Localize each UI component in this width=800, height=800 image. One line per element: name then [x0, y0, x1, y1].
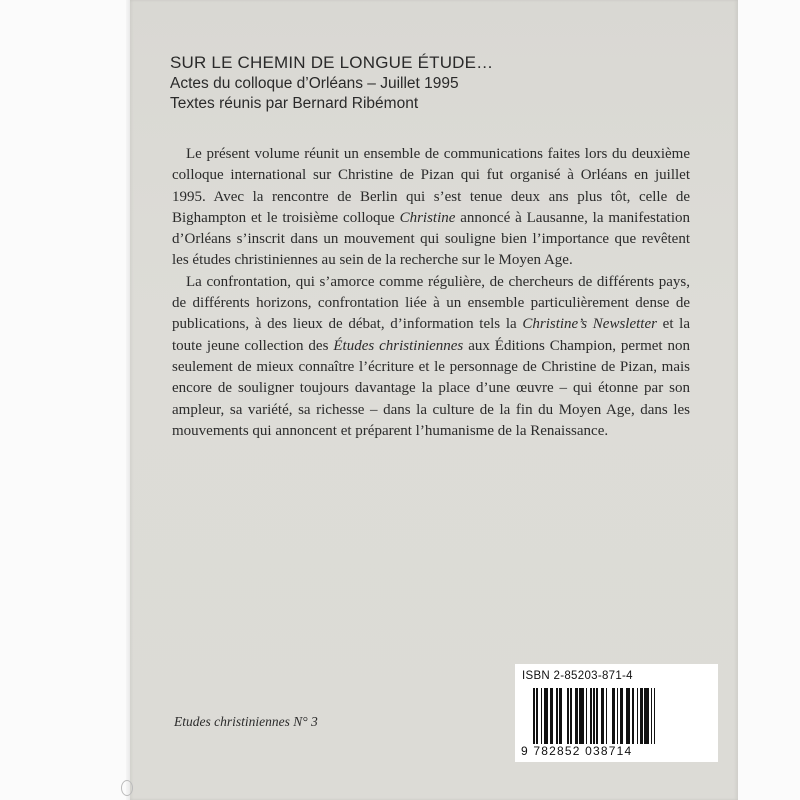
cover-header	[170, 52, 690, 114]
editor-credit: Textes réunis par Bernard Ribémont	[170, 95, 419, 112]
p2-text-a: La confrontation, qui s’amorce comme régulière, de chercheurs de différents pays, de différents horizons, confrontation liée à un ensemble particulièrement dense de publications, à des lieux de débat, d’information tels la	[172, 273, 690, 333]
p2-text-e: aux Éditions Champion, permet non seulement de mieux connaître l’écriture et le personnage de Christine de Pizan, mais encore de souligner toujours davantage la place d’une œuvre – qui étonne par son ampleur, sa variété, sa richesse – dans la culture de la fin du Moyen Age, dans les mouvements qui annoncent et préparent l’humanisme de la Renaissance.	[172, 337, 690, 439]
book-title: SUR LE CHEMIN DE LONGUE ÉTUDE…	[170, 53, 494, 72]
p1-text-a: Le présent volume réunit un ensemble de communications faites lors du deuxième colloque international sur Christine de Pizan qui fut organisé à Orléans en juillet 1995. Avec la rencontre de Berlin qui s’est tenue deux ans plus tôt, celle de Bighampton et le troisième colloque	[172, 146, 690, 226]
blurb-text	[172, 144, 690, 442]
barcode-stripe	[655, 688, 657, 744]
edge-mark	[121, 780, 133, 796]
ean-digits: 9 782852 038714	[521, 744, 633, 758]
p1-text-c: annoncé à Lausanne, la manifestation d’Orléans s’inscrit dans un mouvement qui souligne bien l’importance que revêtent les études christiniennes au sein de la recherche sur le Moyen Age.	[172, 209, 690, 269]
isbn-number: ISBN 2-85203-871-4	[522, 670, 633, 682]
barcode-bars	[533, 688, 711, 744]
series-label: Etudes christiniennes N° 3	[174, 714, 318, 729]
p2-italic-newsletter: Christine’s Newsletter	[522, 316, 657, 333]
p2-italic-collection: Études christiniennes	[333, 337, 464, 354]
isbn-barcode	[515, 664, 718, 762]
proceedings-subtitle: Actes du colloque d’Orléans – Juillet 1995	[170, 75, 459, 92]
p1-italic-christine: Christine	[399, 209, 456, 226]
p2-text-c: et la toute jeune collection des	[172, 316, 691, 354]
blurb-paragraph-2	[172, 272, 690, 442]
blurb-paragraph-1	[172, 144, 690, 272]
